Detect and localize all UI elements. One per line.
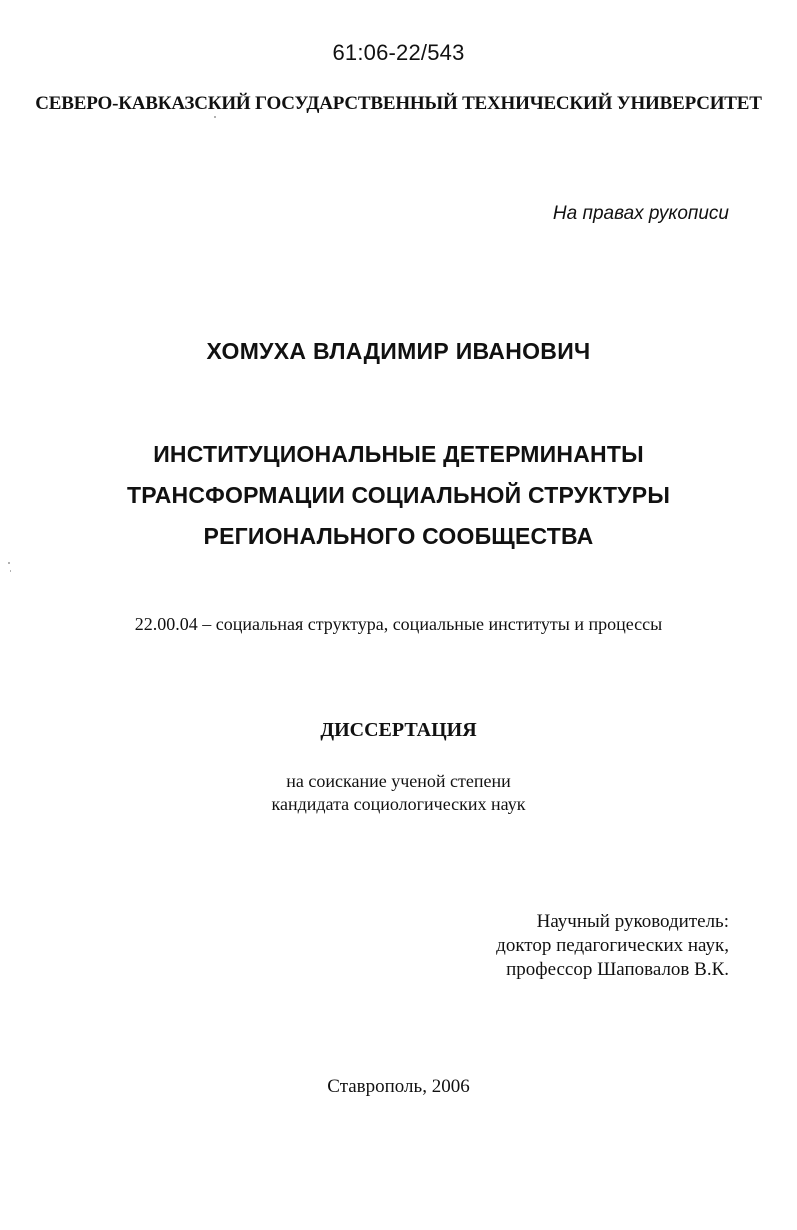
dissertation-title [0, 434, 797, 557]
author-name: ХОМУХА ВЛАДИМИР ИВАНОВИЧ [206, 338, 591, 364]
document-type: ДИССЕРТАЦИЯ [320, 719, 477, 741]
title-line: ТРАНСФОРМАЦИИ СОЦИАЛЬНОЙ СТРУКТУРЫ [126, 482, 671, 508]
scan-speck [8, 562, 10, 564]
title-line: ИНСТИТУЦИОНАЛЬНЫЕ ДЕТЕРМИНАНТЫ [153, 441, 644, 467]
catalog-number: 61:06-22/543 [332, 40, 465, 65]
specialty-code: 22.00.04 – социальная структура, социальные институты и процессы [134, 614, 663, 634]
degree-line: кандидата социологических наук [271, 794, 526, 814]
degree-description [0, 770, 797, 816]
title-line: РЕГИОНАЛЬНОГО СООБЩЕСТВА [203, 523, 594, 549]
university-name: СЕВЕРО-КАВКАЗСКИЙ ГОСУДАРСТВЕННЫЙ ТЕХНИЧЕСКИЙ УНИВЕРСИТЕТ [35, 93, 762, 114]
scan-speck [10, 570, 11, 572]
city-year: Ставрополь, 2006 [327, 1076, 470, 1097]
rights-notice: На правах рукописи [552, 203, 729, 224]
advisor-line: доктор педагогических наук, [496, 935, 729, 956]
advisor-line: Научный руководитель: [536, 911, 729, 932]
degree-line: на соискание ученой степени [286, 771, 511, 791]
scan-speck [214, 116, 216, 118]
advisor-line: профессор Шаповалов В.К. [506, 959, 729, 980]
scientific-advisor [496, 910, 729, 982]
